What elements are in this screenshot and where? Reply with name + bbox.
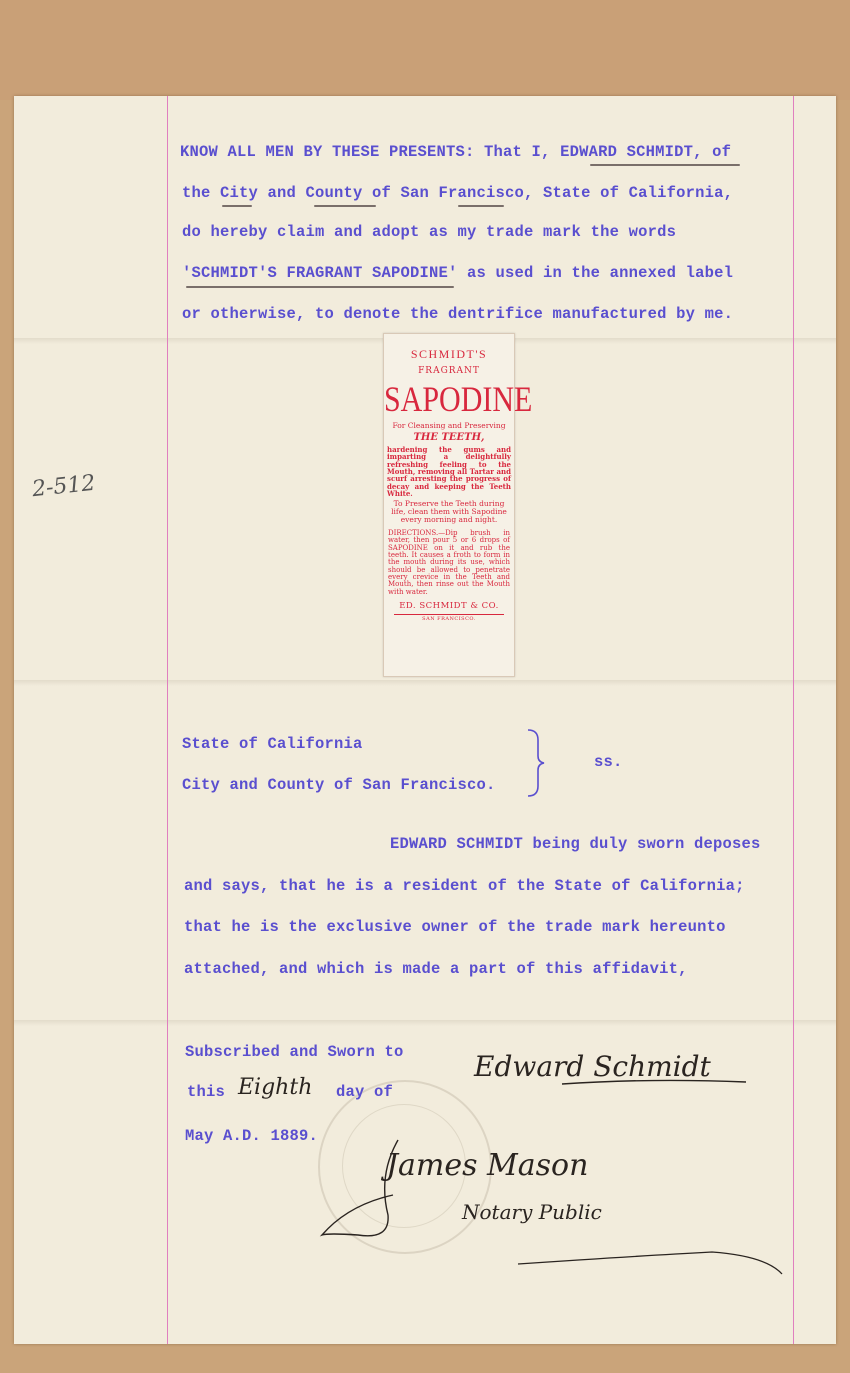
fold-crease xyxy=(14,1020,836,1026)
jurat-line-2a: this xyxy=(187,1083,226,1101)
declaration-line-2: the City and County of San Francisco, State of California, xyxy=(182,184,734,202)
signature-flourish xyxy=(560,1076,750,1088)
venue-state: State of California xyxy=(182,735,363,753)
declaration-line-5: or otherwise, to denote the dentrifice manufactured by me. xyxy=(182,305,734,323)
declaration-line-1a: KNOW ALL MEN BY THESE PRESENTS: That I, xyxy=(180,143,551,161)
label-teeth: THE TEETH, xyxy=(413,432,485,444)
label-rule xyxy=(394,614,504,615)
ink-underline xyxy=(222,205,252,207)
label-fragrant: FRAGRANT xyxy=(418,365,480,376)
declaration-line-1 xyxy=(180,143,731,161)
label-description: hardening the gums and imparting a delightfully refreshing feeling to the Mouth, removing all Tartar and scurf arresting the progress of decay and keeping the Teeth White. xyxy=(387,444,511,498)
label-brand: SCHMIDT'S xyxy=(410,347,488,361)
declaration-line-1c: of xyxy=(712,143,732,161)
notary-signature: James Mason xyxy=(386,1148,589,1183)
pencil-notation: 2-512 xyxy=(30,470,97,503)
jurat-day-handwritten: Eighth xyxy=(238,1075,313,1100)
notary-signature-flourish xyxy=(318,1135,418,1245)
jurat-line-1: Subscribed and Sworn to xyxy=(185,1043,404,1061)
ink-underline xyxy=(186,286,454,288)
label-company: ED. SCHMIDT & CO. xyxy=(399,601,499,612)
notary-underline xyxy=(516,1242,786,1278)
venue-county: City and County of San Francisco. xyxy=(182,776,496,794)
trademark-label xyxy=(383,333,533,677)
fold-crease xyxy=(14,680,836,686)
brace-icon xyxy=(524,728,546,798)
label-product-name: SAPODINE xyxy=(384,379,533,420)
label-subtitle: For Cleansing and Preserving xyxy=(392,420,506,430)
ink-underline xyxy=(458,205,504,207)
right-margin-line xyxy=(793,96,794,1344)
label-preserve: To Preserve the Teeth during life, clean them with Sapodine every morning and night. xyxy=(391,499,507,525)
affidavit-line-4: attached, and which is made a part of this affidavit, xyxy=(184,960,688,978)
affidavit-line-1: EDWARD SCHMIDT being duly sworn deposes xyxy=(390,835,761,853)
label-city: SAN FRANCISCO. xyxy=(422,615,476,622)
affiant-signature: Edward Schmidt xyxy=(474,1050,711,1083)
ink-underline xyxy=(590,164,740,166)
declaration-line-3: do hereby claim and adopt as my trade mark the words xyxy=(182,223,677,241)
affidavit-line-3: that he is the exclusive owner of the trade mark hereunto xyxy=(184,918,726,936)
notary-title: Notary Public xyxy=(462,1200,602,1224)
declaration-line-4: 'SCHMIDT'S FRAGRANT SAPODINE' as used in the annexed label xyxy=(182,264,734,282)
ink-underline xyxy=(314,205,376,207)
folder-top-flap xyxy=(0,0,850,100)
venue-ss: ss. xyxy=(594,753,623,771)
left-margin-line xyxy=(167,96,168,1344)
label-directions: DIRECTIONS.—Dip brush in water, then pour 5 or 6 drops of SAPODINE on it and rub the teeth. It causes a froth to form in the mouth during its use, which should be allowed to penetrate every crevice in the Teeth and Mouth, then rinse out the Mouth with water. xyxy=(388,528,510,596)
affidavit-line-2: and says, that he is a resident of the State of California; xyxy=(184,877,745,895)
jurat-line-3: May A.D. 1889. xyxy=(185,1127,319,1145)
jurat-line-2b: day of xyxy=(336,1083,394,1101)
declarant-name: EDWARD SCHMIDT, xyxy=(560,143,703,161)
